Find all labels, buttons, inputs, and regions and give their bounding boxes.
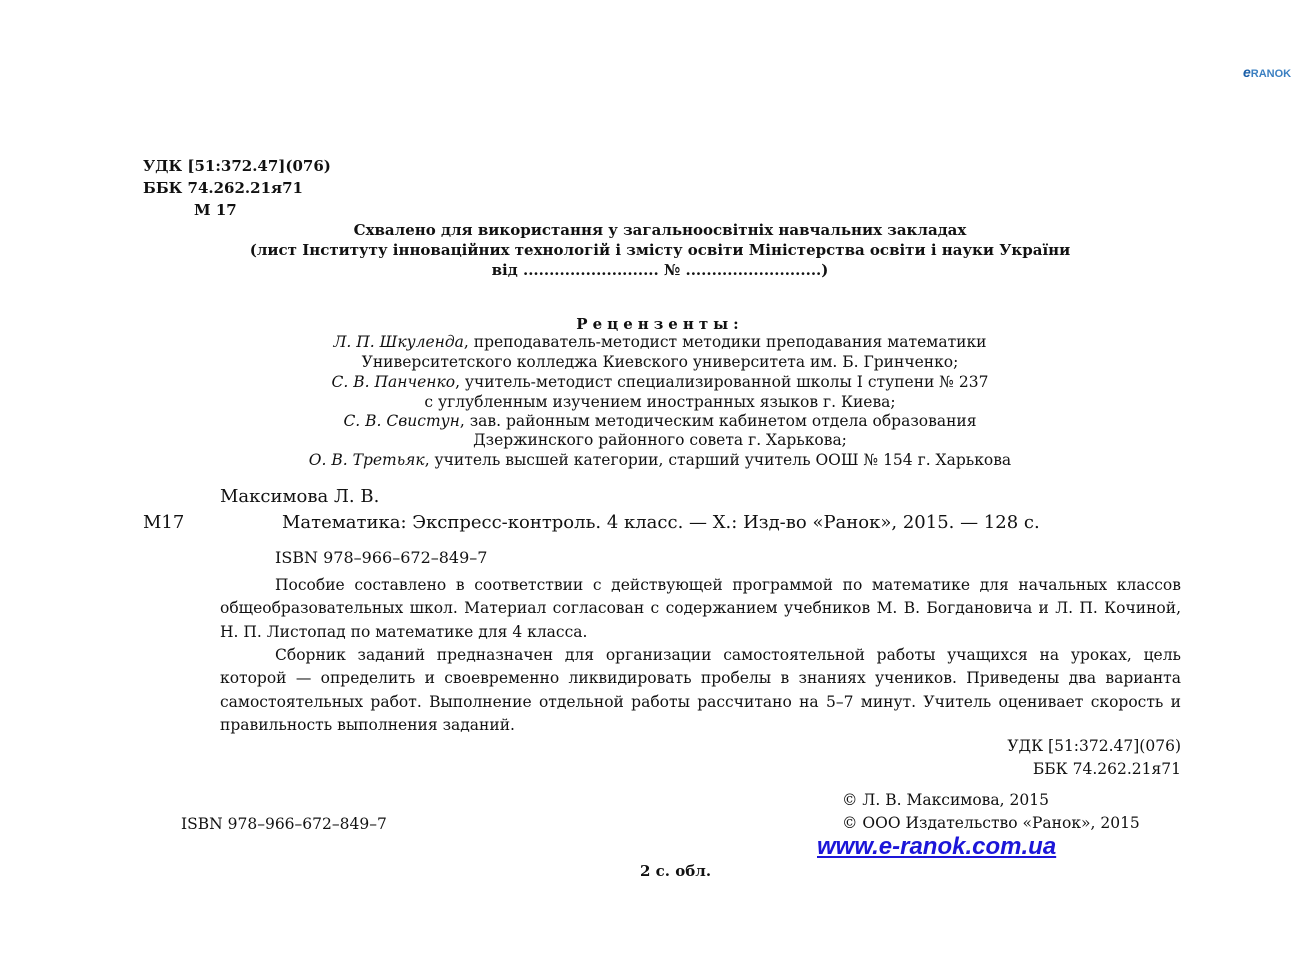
reviewer-line xyxy=(180,451,1140,469)
reviewer-line xyxy=(180,412,1140,430)
approval-line-2: (лист Інституту інноваційних технологій і змісту освіти Міністерства освіти і науки України xyxy=(249,241,1071,259)
cover-note: 2 с. обл. xyxy=(640,862,712,880)
reviewer-name: Л. П. Шкуленда xyxy=(333,333,464,351)
header-udk: УДК [51:372.47](076) xyxy=(143,157,331,175)
header-bbk: ББК 74.262.21я71 xyxy=(143,179,303,197)
approval-line-1: Схвалено для використання у загальноосвітніх навчальних закладах xyxy=(353,221,967,239)
copyright-author: © Л. В. Максимова, 2015 xyxy=(842,791,1049,809)
footer-isbn: ISBN 978–966–672–849–7 xyxy=(181,815,387,833)
logo-letter: e xyxy=(1243,64,1251,80)
reviewer-text: , преподаватель-методист методики преподавания математики xyxy=(463,333,987,351)
logo-text: RANOK xyxy=(1250,68,1292,80)
book-author: Максимова Л. В. xyxy=(220,486,380,507)
description-paragraph-1: Пособие составлено в соответствии с действующей программой по математике для начальных классов общеобразовательных школ. Материал согласован с содержанием учебников М. В. Богдановича и Л. П. Кочиной, Н. П. Листопад по математике для 4 класса. xyxy=(220,576,1181,641)
classification-bbk: ББК 74.262.21я71 xyxy=(1032,760,1181,778)
reviewer-text: с углубленным изучением иностранных языков г. Киева; xyxy=(424,393,896,411)
header-code: М 17 xyxy=(194,201,237,219)
classification-udk: УДК [51:372.47](076) xyxy=(1007,737,1181,755)
book-title-line: Математика: Экспресс-контроль. 4 класс. — Х.: Изд-во «Ранок», 2015. — 128 с. xyxy=(282,512,1040,533)
book-code: М17 xyxy=(143,512,185,533)
reviewer-text: , зав. районным методическим кабинетом отдела образования xyxy=(459,412,977,430)
reviewer-text: , учитель высшей категории, старший учитель ООШ № 154 г. Харькова xyxy=(424,451,1012,469)
reviewer-line xyxy=(180,333,1140,351)
reviewer-line xyxy=(180,393,1140,411)
approval-line-3: від .......................... № ..........................) xyxy=(491,261,829,279)
reviewer-text: Дзержинского районного совета г. Харькова; xyxy=(473,431,847,449)
reviewer-name: С. В. Панченко xyxy=(331,373,456,391)
reviewer-line xyxy=(180,373,1140,391)
reviewer-line xyxy=(180,353,1140,371)
reviewer-name: С. В. Свистун xyxy=(343,412,460,430)
reviewer-line xyxy=(180,431,1140,449)
reviewer-name: О. В. Третьяк xyxy=(308,451,425,469)
website-link[interactable]: www.e-ranok.com.ua xyxy=(817,833,1057,860)
reviewer-text: , учитель-методист специализированной школы I ступени № 237 xyxy=(455,373,989,391)
description-paragraph-2: Сборник заданий предназначен для организации самостоятельной работы учащихся на уроках, цель которой — определить и своевременно ликвидировать пробелы в знаниях учеников. Приведены два варианта самостоятельных работ. Выполнение отдельной работы рассчитано на 5–7 минут. Учитель оценивает скорость и правильность выполнения заданий. xyxy=(220,646,1181,734)
reviewers-title: Рецензенты: xyxy=(576,315,744,333)
reviewer-text: Университетского колледжа Киевского университета им. Б. Гринченко; xyxy=(361,353,959,371)
publisher-logo xyxy=(1243,64,1291,80)
copyright-publisher: © ООО Издательство «Ранок», 2015 xyxy=(842,814,1140,832)
book-isbn: ISBN 978–966–672–849–7 xyxy=(275,548,488,567)
